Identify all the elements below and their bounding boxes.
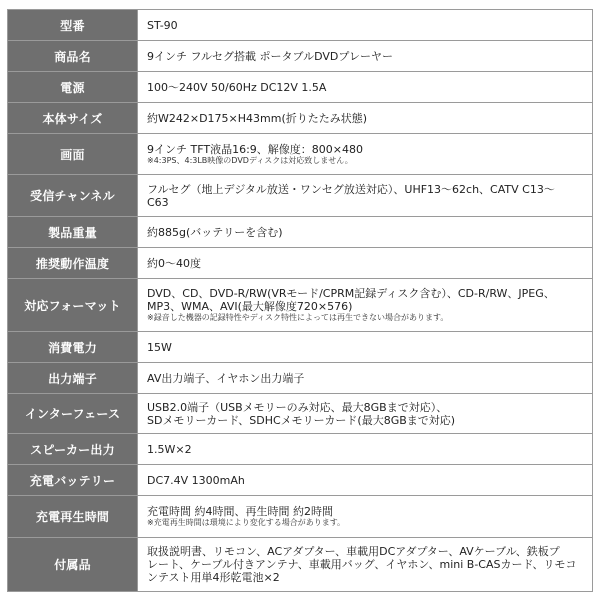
spec-row bbox=[8, 134, 593, 175]
spec-value bbox=[138, 134, 593, 175]
spec-value-line: DVD、CD、DVD-R/RW(VRモード/CPRM記録ディスク含む）、CD-R/RW、JPEG、 bbox=[147, 287, 555, 300]
spec-label: 対応フォーマット bbox=[8, 279, 138, 332]
spec-value-line: AV出力端子、イヤホン出力端子 bbox=[147, 371, 305, 385]
spec-label: 本体サイズ bbox=[8, 103, 138, 134]
spec-row bbox=[8, 496, 593, 538]
spec-row bbox=[8, 103, 593, 134]
spec-value-line: 9インチ TFT液晶16:9、解像度：800×480 bbox=[147, 142, 363, 156]
spec-value-line: 約885g(バッテリーを含む) bbox=[147, 225, 283, 239]
spec-row bbox=[8, 279, 593, 332]
spec-value-line: 約0～40度 bbox=[147, 256, 201, 270]
spec-value bbox=[138, 72, 593, 103]
spec-label: 消費電力 bbox=[8, 332, 138, 363]
spec-row bbox=[8, 332, 593, 363]
spec-value bbox=[138, 434, 593, 465]
spec-row bbox=[8, 394, 593, 434]
spec-value-line: C63 bbox=[147, 195, 169, 209]
spec-value-line: ンテスト用単4形乾電池×2 bbox=[147, 571, 280, 584]
spec-label: 製品重量 bbox=[8, 217, 138, 248]
spec-label: スピーカー出力 bbox=[8, 434, 138, 465]
spec-value-line: MP3、WMA、AVI(最大解像度720×576) bbox=[147, 300, 353, 313]
spec-value-line: DC7.4V 1300mAh bbox=[147, 473, 245, 487]
spec-value-line: 100～240V 50/60Hz DC12V 1.5A bbox=[147, 80, 327, 94]
spec-label: 充電バッテリー bbox=[8, 465, 138, 496]
spec-value bbox=[138, 465, 593, 496]
spec-value bbox=[138, 538, 593, 592]
spec-row bbox=[8, 217, 593, 248]
spec-label: 受信チャンネル bbox=[8, 175, 138, 217]
spec-row bbox=[8, 175, 593, 217]
spec-value-line: 15W bbox=[147, 340, 172, 354]
spec-value bbox=[138, 41, 593, 72]
spec-value bbox=[138, 175, 593, 217]
spec-value bbox=[138, 496, 593, 538]
spec-value-line: 9インチ フルセグ搭載 ポータブルDVDプレーヤー bbox=[147, 49, 393, 63]
spec-row bbox=[8, 72, 593, 103]
spec-value bbox=[138, 279, 593, 332]
spec-label: 商品名 bbox=[8, 41, 138, 72]
spec-value bbox=[138, 332, 593, 363]
spec-value-line: 取扱説明書、リモコン、ACアダプター、車載用DCアダプター、AVケーブル、鉄板プ bbox=[147, 545, 560, 558]
spec-value-line: USB2.0端子（USBメモリーのみ対応、最大8GBまで対応）、 bbox=[147, 400, 448, 414]
spec-value-line: ST-90 bbox=[147, 18, 178, 32]
spec-label: 電源 bbox=[8, 72, 138, 103]
spec-value-line: フルセグ（地上デジタル放送・ワンセグ放送対応）、UHF13～62ch、CATV C13～ bbox=[147, 182, 555, 196]
spec-row bbox=[8, 41, 593, 72]
spec-value-line: 1.5W×2 bbox=[147, 442, 192, 456]
spec-label: 画面 bbox=[8, 134, 138, 175]
spec-row bbox=[8, 465, 593, 496]
spec-label: インターフェース bbox=[8, 394, 138, 434]
spec-value bbox=[138, 10, 593, 41]
spec-label: 出力端子 bbox=[8, 363, 138, 394]
spec-row bbox=[8, 538, 593, 592]
spec-value-line: 約W242×D175×H43mm(折りたたみ状態) bbox=[147, 111, 368, 125]
spec-row bbox=[8, 363, 593, 394]
spec-label: 型番 bbox=[8, 10, 138, 41]
spec-label: 付属品 bbox=[8, 538, 138, 592]
spec-note: ※充電再生時間は環境により変化する場合があります。 bbox=[147, 518, 346, 527]
spec-value-line: SDメモリーカード、SDHCメモリーカード(最大8GBまで対応) bbox=[147, 413, 456, 427]
spec-value-line: 充電時間 約4時間、再生時間 約2時間 bbox=[147, 505, 333, 518]
spec-row bbox=[8, 10, 593, 41]
spec-table bbox=[7, 9, 593, 592]
spec-value bbox=[138, 217, 593, 248]
spec-row bbox=[8, 434, 593, 465]
spec-note: ※4:3PS、4:3LB映像のDVDディスクは対応致しません。 bbox=[147, 155, 353, 165]
spec-value bbox=[138, 394, 593, 434]
spec-value bbox=[138, 248, 593, 279]
spec-table-body bbox=[8, 10, 593, 592]
spec-row bbox=[8, 248, 593, 279]
spec-label: 充電再生時間 bbox=[8, 496, 138, 538]
spec-value bbox=[138, 363, 593, 394]
spec-note: ※録音した機器の記録特性やディスク特性によっては再生できない場合があります。 bbox=[147, 313, 449, 322]
spec-value-line: レート、ケーブル付きアンテナ、車載用バッグ、イヤホン、mini B-CASカード、リモコ bbox=[147, 558, 577, 571]
spec-label: 推奨動作温度 bbox=[8, 248, 138, 279]
spec-value bbox=[138, 103, 593, 134]
